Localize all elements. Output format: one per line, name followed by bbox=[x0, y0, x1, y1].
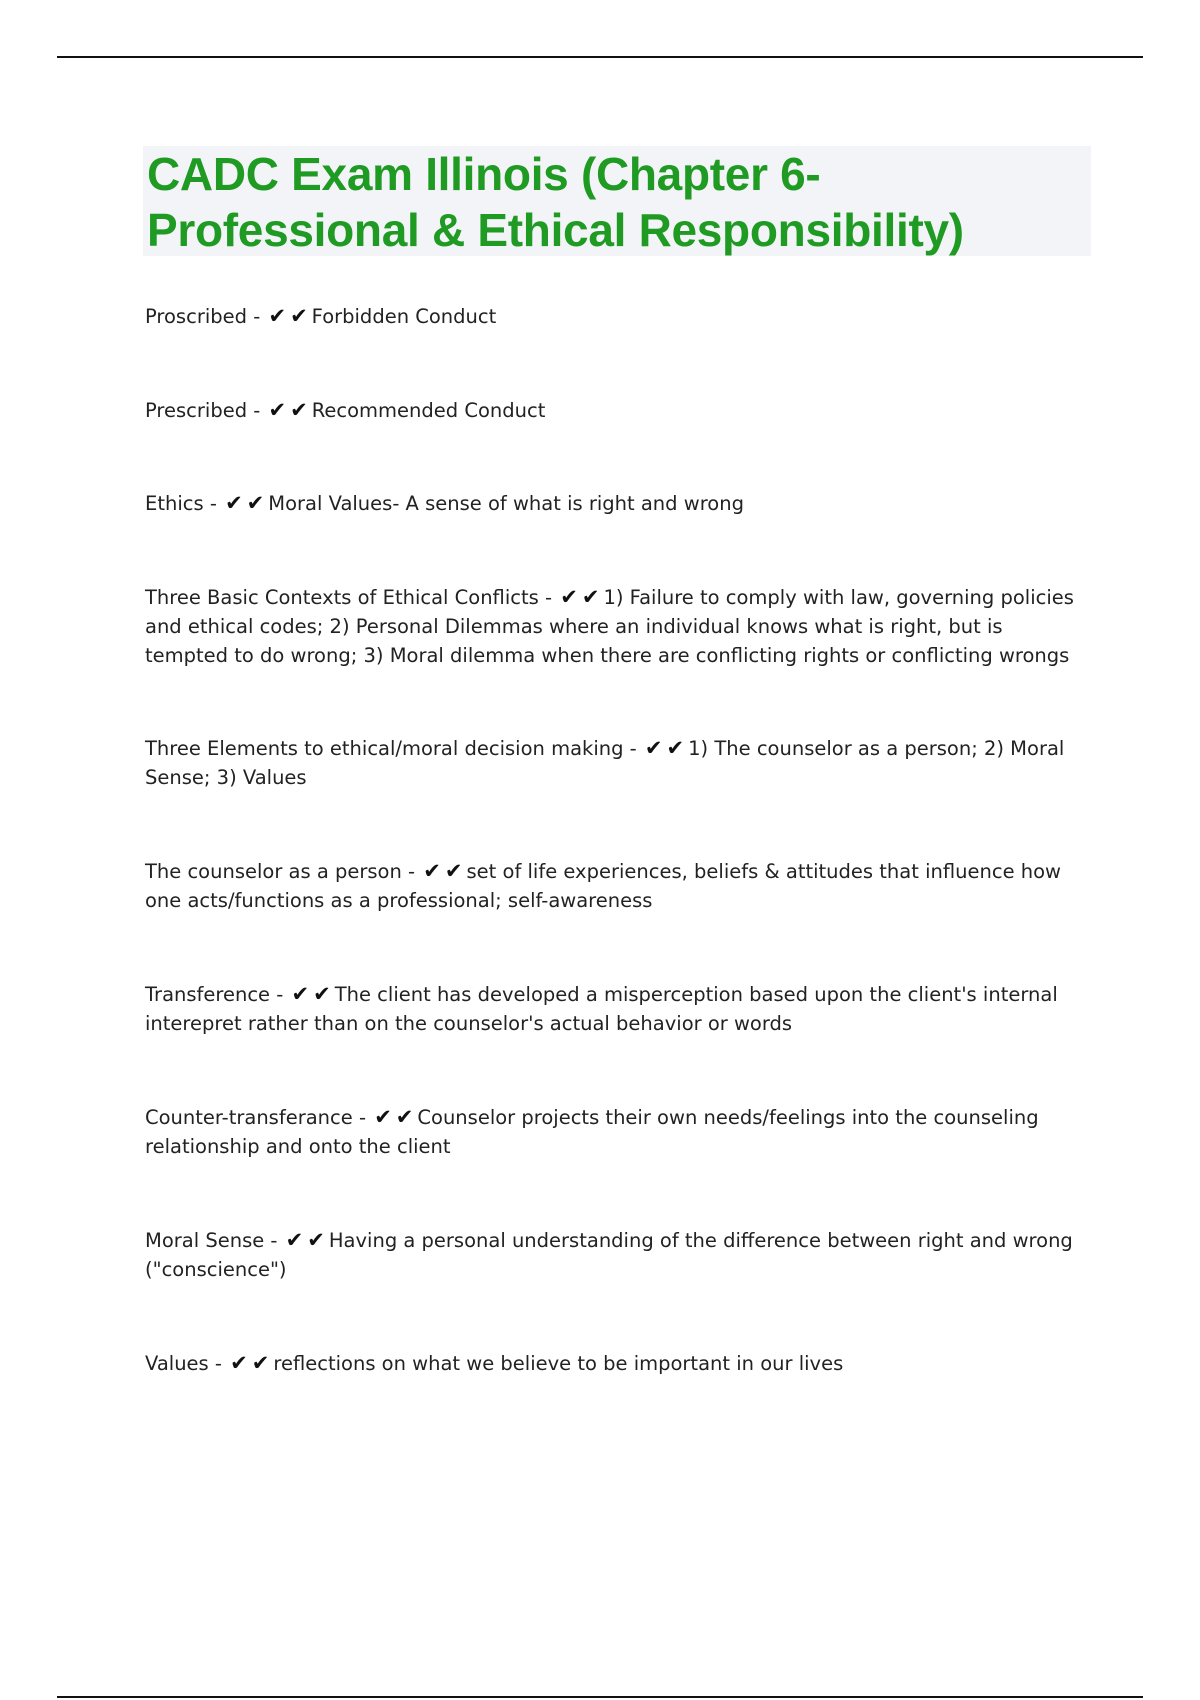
check-icon: ✔ bbox=[313, 982, 331, 1006]
entry-definition: Recommended Conduct bbox=[311, 399, 546, 422]
flashcard-entry bbox=[145, 489, 1085, 518]
check-icon: ✔ bbox=[230, 1351, 248, 1375]
flashcard-entry bbox=[145, 302, 1085, 331]
check-icon: ✔ bbox=[290, 304, 308, 328]
entry-term: Counter-transferance bbox=[145, 1106, 353, 1129]
check-icon: ✔ bbox=[666, 736, 685, 760]
flashcard-entry bbox=[145, 734, 1085, 792]
check-icon: ✔ bbox=[268, 304, 287, 328]
entry-definition: set of life experiences, beliefs & attitudes that influence how one acts/functions as a professional; self-awareness bbox=[145, 860, 1061, 912]
check-icon: ✔ bbox=[285, 1228, 304, 1252]
entry-definition: 1) The counselor as a person; 2) Moral Sense; 3) Values bbox=[145, 737, 1065, 789]
title-box bbox=[143, 146, 1091, 256]
entry-separator: - bbox=[538, 586, 559, 609]
entry-separator: - bbox=[247, 399, 267, 422]
entry-separator: - bbox=[270, 983, 290, 1006]
entry-separator: - bbox=[203, 492, 224, 515]
entry-definition: reflections on what we believe to be important in our lives bbox=[273, 1352, 844, 1375]
entry-definition: 1) Failure to comply with law, governing policies and ethical codes; 2) Personal Dilemmas where an individual knows what is right, but is tempted to do wrong; 3) Moral dilemma when there are conflicting rights or conflicting wrongs bbox=[145, 586, 1074, 667]
document-title: CADC Exam Illinois (Chapter 6- Professional & Ethical Responsibility) bbox=[147, 148, 964, 256]
entry-term: The counselor as a person bbox=[145, 860, 402, 883]
entry-separator: - bbox=[208, 1352, 229, 1375]
check-icon: ✔ bbox=[644, 736, 663, 760]
entry-term: Moral Sense bbox=[145, 1229, 265, 1252]
check-icon: ✔ bbox=[423, 859, 441, 883]
entry-term: Values bbox=[145, 1352, 209, 1375]
check-icon: ✔ bbox=[560, 585, 578, 609]
check-icon: ✔ bbox=[225, 491, 243, 515]
entry-separator: - bbox=[247, 305, 267, 328]
entry-separator: - bbox=[623, 737, 643, 760]
entry-separator: - bbox=[352, 1106, 373, 1129]
entry-separator: - bbox=[264, 1229, 284, 1252]
entry-term: Three Basic Contexts of Ethical Conflicts bbox=[145, 586, 539, 609]
entry-term: Transference bbox=[145, 983, 271, 1006]
flashcard-entry bbox=[145, 583, 1085, 670]
entry-definition: Having a personal understanding of the difference between right and wrong ("conscience") bbox=[145, 1229, 1073, 1281]
check-icon: ✔ bbox=[246, 491, 265, 515]
flashcard-entry bbox=[145, 396, 1085, 425]
entry-term: Prescribed bbox=[145, 399, 248, 422]
check-icon: ✔ bbox=[291, 982, 310, 1006]
check-icon: ✔ bbox=[581, 585, 600, 609]
flashcard-entry bbox=[145, 1226, 1085, 1284]
entry-definition: Moral Values- A sense of what is right and wrong bbox=[268, 492, 744, 515]
check-icon: ✔ bbox=[290, 398, 308, 422]
check-icon: ✔ bbox=[268, 398, 287, 422]
entry-definition: The client has developed a misperception based upon the client's internal interepret rather than on the counselor's actual behavior or words bbox=[145, 983, 1058, 1035]
flashcard-entry bbox=[145, 980, 1085, 1038]
entry-definition: Forbidden Conduct bbox=[311, 305, 497, 328]
entry-term: Three Elements to ethical/moral decision making bbox=[145, 737, 624, 760]
bottom-rule bbox=[57, 1696, 1143, 1698]
entry-separator: - bbox=[401, 860, 422, 883]
top-rule bbox=[57, 56, 1143, 58]
check-icon: ✔ bbox=[395, 1105, 414, 1129]
entry-term: Proscribed bbox=[145, 305, 248, 328]
check-icon: ✔ bbox=[374, 1105, 392, 1129]
check-icon: ✔ bbox=[444, 859, 463, 883]
flashcard-entry bbox=[145, 1349, 1085, 1378]
entry-definition: Counselor projects their own needs/feelings into the counseling relationship and onto the client bbox=[145, 1106, 1039, 1158]
flashcard-entry bbox=[145, 857, 1085, 915]
check-icon: ✔ bbox=[251, 1351, 270, 1375]
flashcard-entry bbox=[145, 1103, 1085, 1161]
entry-term: Ethics bbox=[145, 492, 204, 515]
check-icon: ✔ bbox=[307, 1228, 325, 1252]
